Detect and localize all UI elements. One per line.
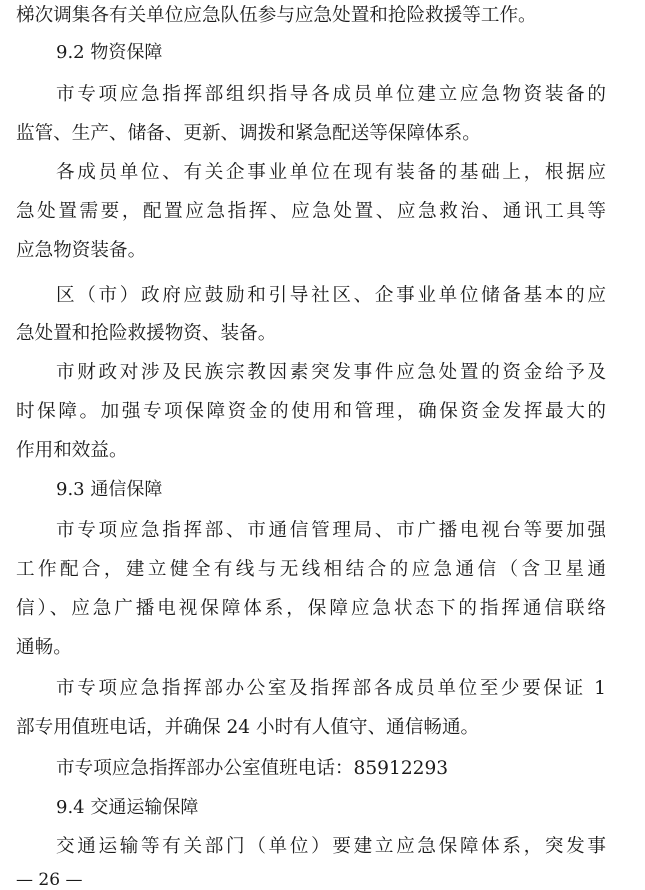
paragraph-line: 监管、生产、储备、更新、调拨和紧急配送等保障体系。 [16, 123, 481, 144]
paragraph-line: 部专用值班电话，并确保 24 小时有人值守、通信畅通。 [16, 717, 480, 738]
duty-phone-line: 市专项应急指挥部办公室值班电话：85912293 [56, 758, 449, 779]
section-heading-9-4: 9.4 交通运输保障 [56, 797, 199, 818]
section-heading-9-2: 9.2 物资保障 [56, 42, 163, 63]
section-heading-9-3: 9.3 通信保障 [56, 479, 163, 500]
paragraph-line: 区（市）政府应鼓励和引导社区、企事业单位储备基本的应 [56, 285, 606, 306]
paragraph-line: 各成员单位、有关企事业单位在现有装备的基础上，根据应 [56, 162, 606, 183]
paragraph-line: 工作配合，建立健全有线与无线相结合的应急通信（含卫星通 [16, 559, 606, 580]
paragraph-line: 信）、应急广播电视保障体系，保障应急状态下的指挥通信联络 [16, 598, 606, 619]
paragraph-line: 市财政对涉及民族宗教因素突发事件应急处置的资金给予及 [56, 362, 606, 383]
paragraph-line: 急处置需要，配置应急指挥、应急处置、应急救治、通讯工具等 [16, 201, 606, 222]
paragraph-line: 市专项应急指挥部组织指导各成员单位建立应急物资装备的 [56, 84, 606, 105]
paragraph-line: 梯次调集各有关单位应急队伍参与应急处置和抢险救援等工作。 [16, 5, 537, 26]
paragraph-line: 时保障。加强专项保障资金的使用和管理，确保资金发挥最大的 [16, 401, 606, 422]
paragraph-line: 市专项应急指挥部办公室及指挥部各成员单位至少要保证 1 [56, 678, 606, 699]
paragraph-line: 作用和效益。 [16, 440, 128, 461]
paragraph-line: 急处置和抢险救援物资、装备。 [16, 323, 277, 344]
page-number: — 26 — [16, 870, 83, 890]
paragraph-line: 通畅。 [16, 637, 72, 658]
paragraph-line: 应急物资装备。 [16, 240, 147, 261]
paragraph-line: 交通运输等有关部门（单位）要建立应急保障体系，突发事 [56, 836, 606, 857]
paragraph-line: 市专项应急指挥部、市通信管理局、市广播电视台等要加强 [56, 520, 606, 541]
